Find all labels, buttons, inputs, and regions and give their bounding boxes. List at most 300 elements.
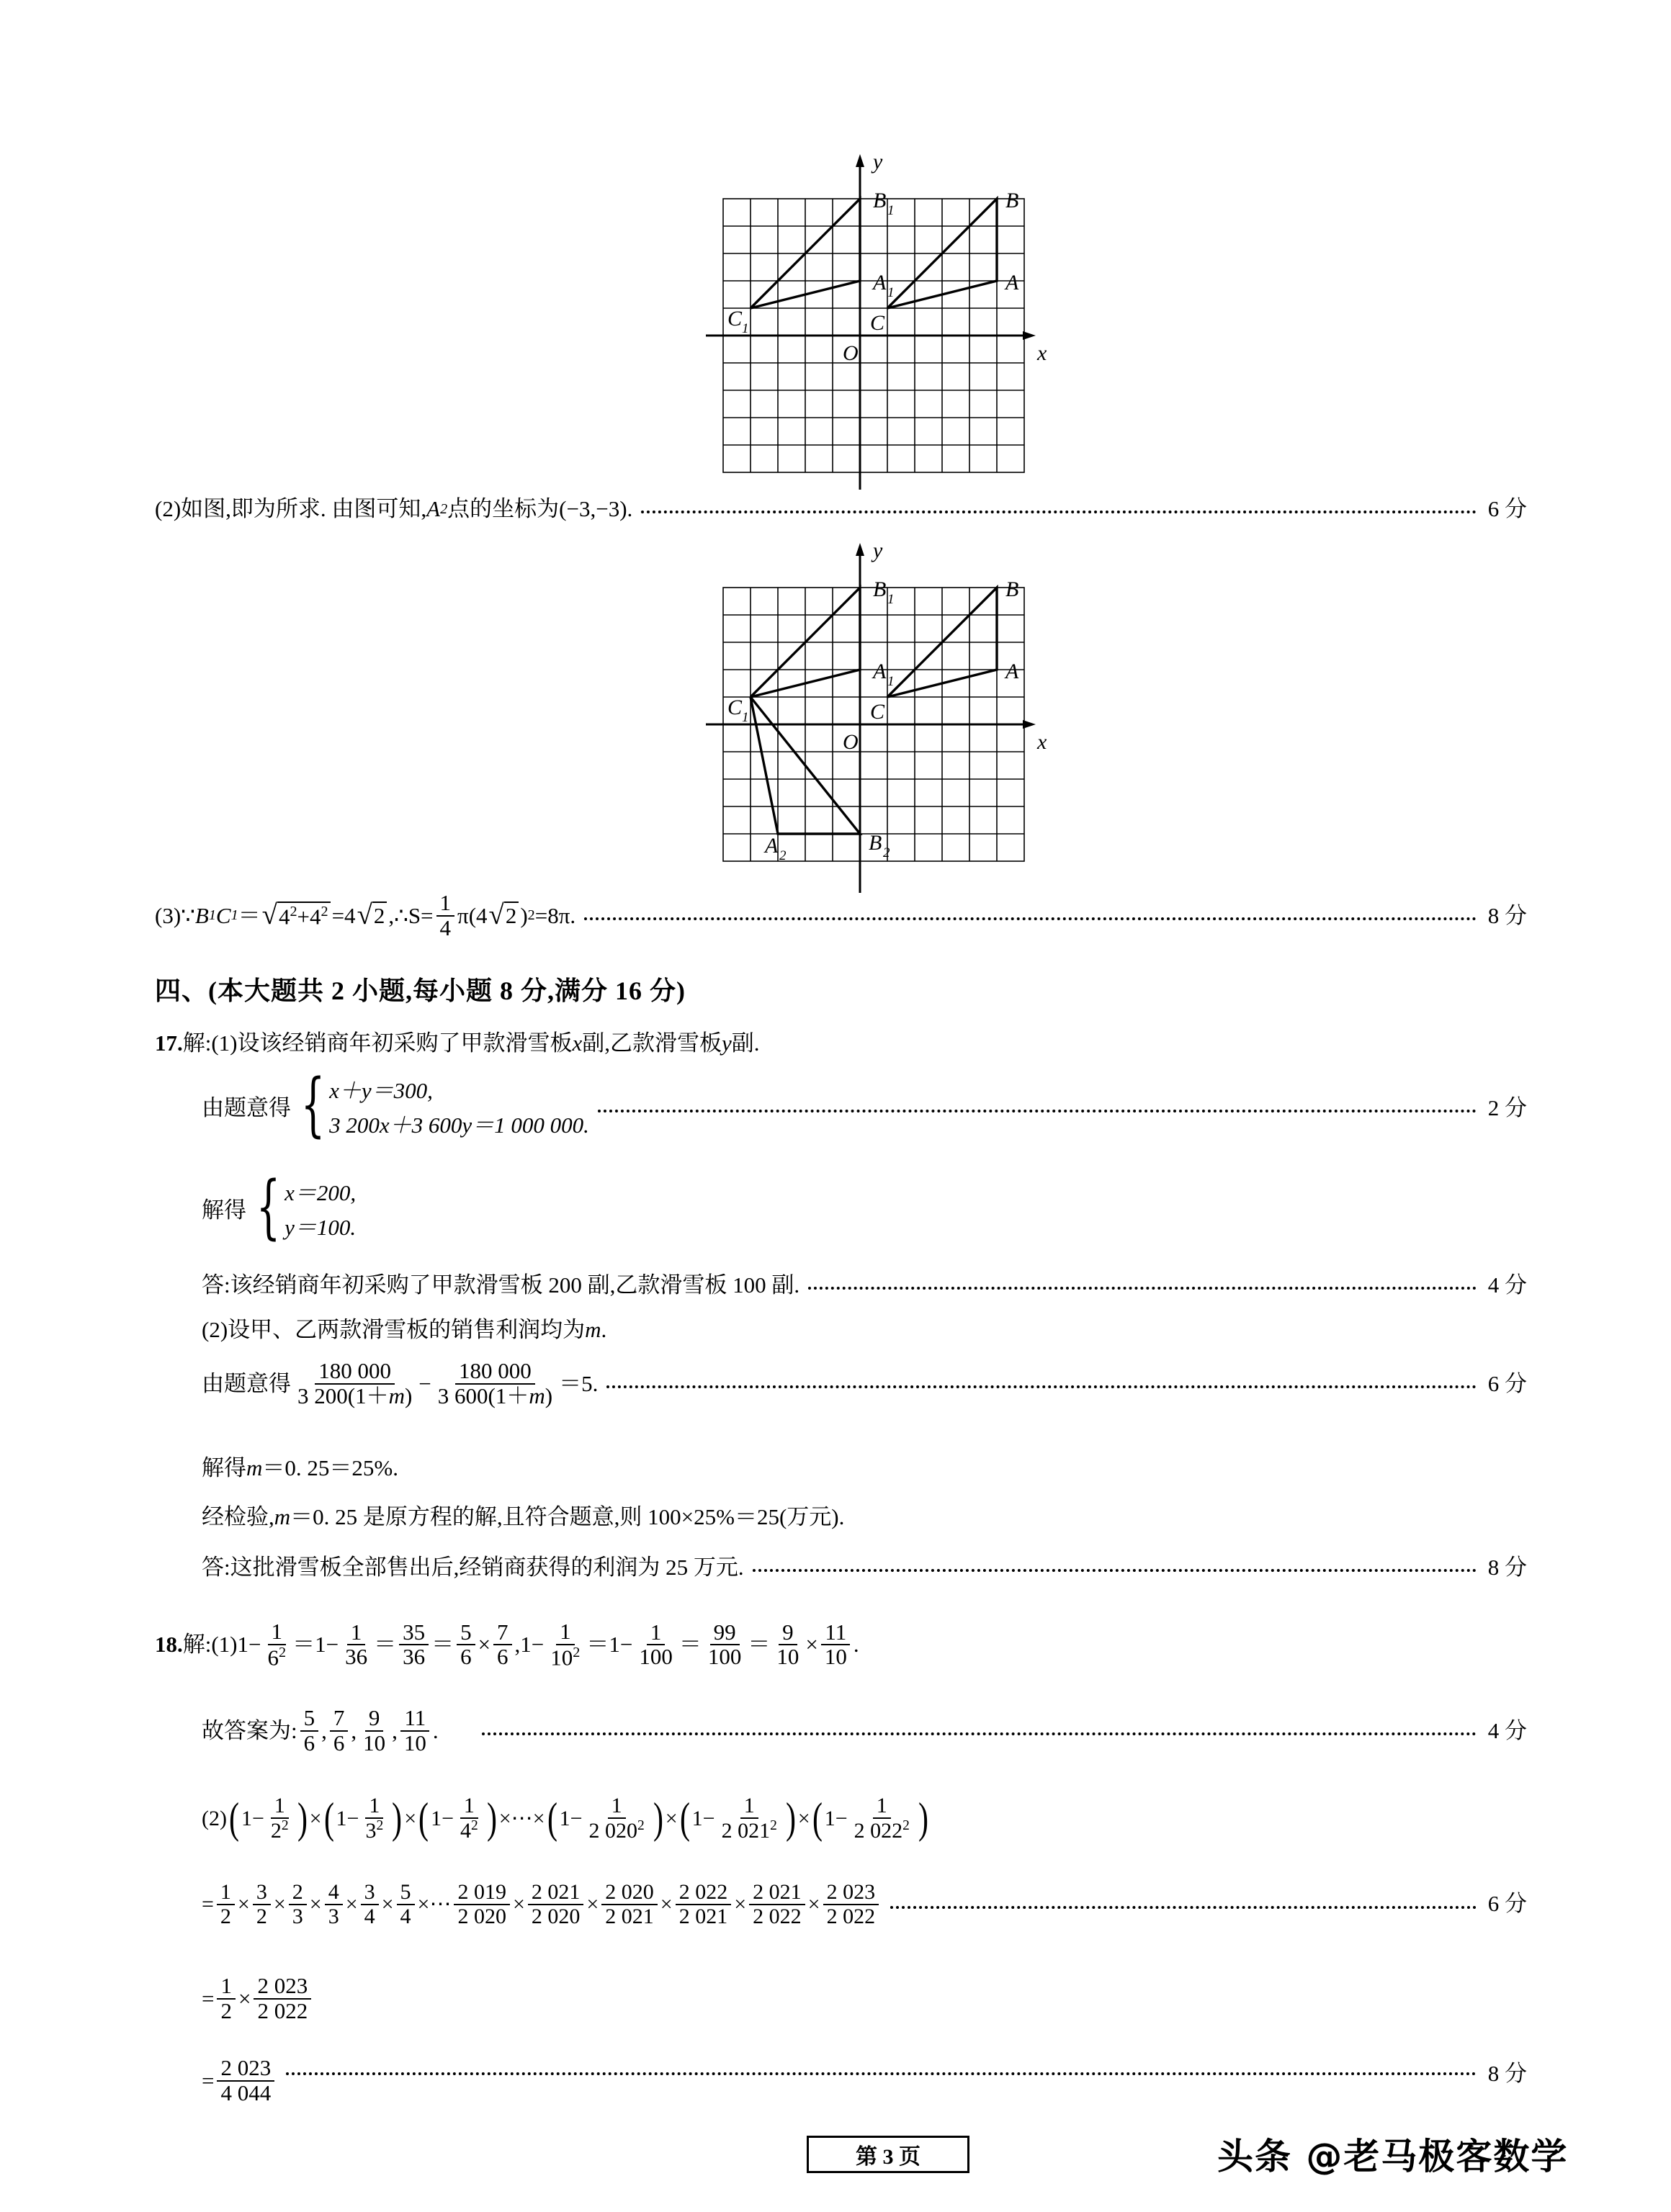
q17-system-2-line (202, 1166, 357, 1247)
fraction-numerator: 1 (436, 891, 455, 917)
q18-line5-score: 8 分 (1487, 2060, 1527, 2086)
q17-eq2-tail: ＝5. (559, 1370, 599, 1396)
chain-a-den-2: 2 (256, 1904, 267, 1928)
q18-ans-fraction-3 (359, 1707, 389, 1755)
q18-fraction-1 (264, 1620, 290, 1669)
q16-label-C1: C (215, 902, 231, 928)
radicand (277, 902, 331, 930)
figure-2-svg (706, 533, 1080, 893)
q17-sys2-row1: x＝200, (285, 1180, 357, 1205)
chain-a-num-2: 3 (253, 1881, 271, 1905)
q18-lead: 解:(1)1− (182, 1632, 261, 1658)
q18-fraction-9 (773, 1621, 802, 1669)
q18-part2-label: (2) (202, 1806, 227, 1830)
product-term-5 (678, 1794, 798, 1842)
chain-a-den-6: 4 (400, 1904, 411, 1928)
leader-dots (890, 1906, 1477, 1909)
q18-ans-fraction-1 (300, 1707, 319, 1755)
chain-times: × (734, 1892, 747, 1916)
chain-a-num-3: 2 (289, 1881, 307, 1905)
q18-fraction-7 (635, 1621, 676, 1669)
right-paren-icon: ) (653, 1794, 663, 1842)
chain-a-num-1: 1 (217, 1881, 235, 1905)
q17-lead-end: 副. (731, 1030, 760, 1056)
q18-f5-num: 7 (493, 1621, 512, 1646)
leader-dots (286, 2072, 1477, 2075)
q16-result1: =4 (331, 902, 356, 928)
label-y-axis: y (873, 150, 883, 174)
one-minus: 1− (241, 1806, 264, 1830)
den-1-post: ) (404, 1382, 413, 1408)
q18-f5-den: 6 (497, 1644, 509, 1670)
label-x-axis: x (1037, 341, 1047, 365)
label-C1: C (727, 696, 743, 719)
fraction-denominator: 4 (439, 914, 452, 940)
q18-fraction-10 (821, 1621, 851, 1669)
q18-f10-num: 11 (821, 1621, 850, 1646)
chain-a-fraction-2 (253, 1881, 271, 1928)
chain-a-fraction-5 (361, 1881, 379, 1928)
chain-times: × (660, 1892, 673, 1916)
term-den-sup-1: 2 (281, 1817, 289, 1833)
radicand-plus: + (297, 904, 310, 930)
chain-times: × (345, 1892, 358, 1916)
q17-part2-lead-end: . (601, 1317, 607, 1342)
svg-text:1: 1 (742, 321, 749, 336)
leader-dots (641, 511, 1476, 513)
chain-b-num-2: 2 021 (528, 1881, 584, 1905)
term-fraction-5 (718, 1794, 781, 1842)
chain-times: × (309, 1892, 322, 1916)
q18-l4f2-num: 2 023 (254, 1974, 311, 2000)
leader-dots (808, 1287, 1477, 1290)
q17-solve-m-line (202, 1456, 398, 1480)
q18-f6-den-sup: 2 (573, 1644, 581, 1660)
q17-lead-mid: 副,乙款滑雪板 (582, 1030, 722, 1056)
q18-f1-den-sup: 2 (279, 1644, 287, 1660)
radical-sign: √ (261, 899, 277, 931)
q16-close-paren: ) (520, 902, 528, 928)
product-term-1 (227, 1794, 310, 1842)
q17-sys2-row2: y＝100. (285, 1215, 357, 1241)
q16-label-B1: B (194, 902, 209, 928)
q18-line5-fraction (217, 2056, 274, 2105)
q18-ansf3-num: 9 (365, 1707, 384, 1732)
q18-f3-den: 36 (403, 1644, 426, 1670)
one-minus: 1− (431, 1806, 454, 1830)
q16-therefore: ,∴S= (388, 902, 434, 928)
q16-part3-prefix: (3)∵ (155, 902, 195, 928)
term-den-5 (718, 1819, 781, 1843)
coordinate-grid-figure-1 (706, 130, 1080, 490)
radicand-2: 2 (372, 902, 387, 930)
term-den-base-2: 3 (365, 1818, 377, 1843)
radicand-a: 4 (278, 904, 290, 930)
den-2-var: m (529, 1382, 545, 1408)
left-brace-icon: { (256, 1166, 281, 1247)
right-paren-icon: ) (297, 1794, 308, 1842)
q17-sys1-row1: x＋y＝300, (329, 1078, 433, 1103)
q17-number: 17. (155, 1030, 183, 1056)
q18-f4-num: 5 (457, 1621, 475, 1646)
q16-part2-point: A (426, 496, 441, 521)
q17-var-x: x (572, 1030, 583, 1056)
q16-final: =8π. (534, 902, 576, 928)
label-C: C (870, 311, 885, 335)
term-fraction-2 (362, 1794, 387, 1842)
product-term-2 (322, 1794, 405, 1842)
q18-part2-product-line (202, 1794, 931, 1842)
product-times: × (797, 1806, 810, 1830)
q18-ans-comma-2: , (351, 1717, 357, 1743)
radicand-3: 2 (504, 902, 519, 930)
term-den-sup-3: 2 (471, 1817, 478, 1833)
equals-1: ＝ (238, 902, 261, 928)
q18-ans-fraction-2 (330, 1707, 349, 1755)
product-times: × (309, 1806, 322, 1830)
right-paren-icon: ) (785, 1794, 796, 1842)
chain-b-num-3: 2 020 (601, 1881, 658, 1905)
section-4-heading: 四、(本大题共 2 小题,每小题 8 分,满分 16 分) (155, 976, 686, 1005)
product-term-4 (545, 1794, 666, 1842)
q18-f6-num: 1 (556, 1620, 575, 1645)
q17-check-post: ＝0. 25 是原方程的解,且符合题意,则 100×25%＝25(万元). (290, 1504, 845, 1529)
chain-times: × (381, 1892, 394, 1916)
term-num-6: 1 (873, 1794, 891, 1819)
chain-b-num-1: 2 019 (454, 1881, 510, 1905)
q18-ansf3-den: 10 (363, 1730, 386, 1755)
q18-f1-num: 1 (268, 1620, 287, 1645)
chain-b-fraction-5 (749, 1881, 805, 1928)
chain-a-num-6: 5 (397, 1881, 415, 1905)
radicand-a-sup: 2 (290, 904, 297, 920)
den-2-pre: 3 600(1＋ (437, 1382, 529, 1408)
product-times: × (498, 1806, 511, 1830)
q18-times-2: × (805, 1632, 818, 1658)
q17-lead-text: 解:(1)设该经销商年初采购了甲款滑雪板 (182, 1030, 573, 1056)
right-paren-icon: ) (918, 1794, 928, 1842)
chain-times: × (237, 1892, 250, 1916)
radical-sign-3: √ (488, 899, 504, 931)
label-A1: A (873, 271, 887, 295)
chain-b-fraction-2 (528, 1881, 584, 1928)
q18-ansf4-den: 10 (403, 1730, 426, 1755)
label-B: B (1005, 577, 1019, 601)
q18-eq-f: ＝ (748, 1632, 771, 1658)
system-of-equations-2 (246, 1166, 357, 1247)
chain-a-den-3: 3 (292, 1904, 303, 1928)
chain-b-fraction-3 (601, 1881, 658, 1928)
term-num-1: 1 (271, 1794, 289, 1819)
chain-times: × (273, 1892, 286, 1916)
svg-text:1: 1 (887, 203, 895, 218)
q18-fraction-5 (493, 1621, 512, 1669)
q18-l5f-den: 4 044 (220, 2080, 272, 2105)
sqrt-3 (488, 899, 519, 931)
watermark-text: 头条 @老马极客数学 (1217, 2136, 1569, 2177)
chain-b-den-6: 2 022 (826, 1904, 876, 1928)
q18-f1-den-base: 6 (267, 1644, 279, 1670)
q16-part2-point-sub: 2 (440, 500, 448, 517)
q17-check-var: m (274, 1504, 291, 1529)
q16-part2-text: (2)如图,即为所求. 由图可知, (155, 496, 427, 521)
left-brace-icon: { (300, 1064, 326, 1145)
product-term-6 (810, 1794, 931, 1842)
q18-f4-den: 6 (460, 1644, 472, 1670)
q18-line4 (202, 1974, 314, 2023)
chain-b-den-2: 2 020 (531, 1904, 581, 1928)
label-x-axis: x (1037, 730, 1047, 754)
one-minus: 1− (559, 1806, 583, 1830)
left-paren-icon: ( (323, 1794, 334, 1842)
q18-line4-times: × (238, 1985, 251, 2011)
left-paren-icon: ( (228, 1794, 239, 1842)
q18-line5-eq: = (202, 2067, 215, 2093)
one-minus: 1− (824, 1806, 848, 1830)
svg-text:1: 1 (742, 710, 749, 725)
chain-a-num-4: 4 (325, 1881, 343, 1905)
chain-a-fraction-1 (217, 1881, 235, 1928)
q18-expanded-line (202, 1881, 1527, 1928)
q17-check-line (202, 1505, 844, 1529)
q17-eq2-score: 6 分 (1487, 1370, 1527, 1396)
q16-close-sup: 2 (527, 907, 535, 924)
q17-part2-var: m (585, 1317, 601, 1342)
q16-part2-line (155, 497, 1527, 521)
q17-answer-1-score: 4 分 (1487, 1272, 1527, 1298)
chain-a-den-5: 4 (364, 1904, 375, 1928)
q18-fraction-4 (457, 1621, 475, 1669)
q18-eq-b: ＝ (374, 1632, 397, 1658)
q18-f9-den: 10 (776, 1644, 799, 1670)
fraction-quarter (436, 891, 455, 940)
q17-part2-lead: (2)设甲、乙两款滑雪板的销售利润均为 (202, 1317, 586, 1342)
q18-f7-num: 1 (647, 1621, 666, 1646)
q16-part3-score: 8 分 (1487, 902, 1527, 928)
q17-lead-line (155, 1031, 760, 1056)
radicand-b-sup: 2 (321, 904, 328, 920)
q18-ans-period: . (432, 1717, 439, 1743)
q18-product-terms (227, 1794, 931, 1842)
system-of-equations-1 (291, 1064, 589, 1145)
chain-b-fraction-6 (823, 1881, 879, 1928)
q18-l4f1-num: 1 (217, 1974, 236, 2000)
q18-times-1: × (478, 1632, 491, 1658)
chain-a-fraction-6 (397, 1881, 415, 1928)
chain-ellipsis: ⋯ (429, 1892, 452, 1916)
svg-text:1: 1 (887, 592, 895, 607)
q18-f6-den-base: 10 (550, 1644, 573, 1670)
q18-line3-score: 6 分 (1487, 1891, 1527, 1917)
chain-times: × (417, 1892, 430, 1916)
product-times: × (665, 1806, 678, 1830)
chain-times: × (512, 1892, 525, 1916)
q18-eq-c: ＝ (431, 1632, 454, 1658)
q18-l4f1-den: 2 (220, 1997, 232, 2023)
fraction-2-denominator (434, 1382, 556, 1408)
q16-pi-open: π(4 (457, 902, 488, 928)
term-num-5: 1 (740, 1794, 758, 1819)
q18-f8-den: 100 (707, 1644, 742, 1670)
chain-a-den-4: 3 (328, 1904, 339, 1928)
q17-solve-m-val: ＝0. 25＝25%. (262, 1455, 398, 1480)
q18-eq-d: ＝1− (586, 1632, 633, 1658)
term-den-base-1: 2 (270, 1818, 282, 1843)
q18-ansf2-den: 6 (333, 1730, 345, 1755)
q17-answer-2-text: 答:这批滑雪板全部售出后,经销商获得的利润为 25 万元. (202, 1555, 744, 1580)
svg-text:2: 2 (883, 845, 890, 860)
q18-l5f-num: 2 023 (217, 2056, 274, 2082)
q18-f2-den: 36 (345, 1644, 368, 1670)
den-2-post: ) (545, 1382, 553, 1408)
fraction-2 (434, 1359, 556, 1408)
q18-line3-fractions (214, 1881, 882, 1928)
label-B1: B (873, 189, 887, 212)
q17-sys1-score: 2 分 (1487, 1095, 1527, 1121)
chain-b-den-3: 2 021 (605, 1904, 654, 1928)
coordinate-grid-figure-2 (706, 533, 1080, 893)
q17-solve-m-var: m (246, 1455, 263, 1480)
q17-answer-1-line (202, 1273, 1527, 1298)
product-times: × (404, 1806, 417, 1830)
q18-f9-num: 9 (779, 1621, 797, 1646)
radical-sign-2: √ (357, 899, 372, 931)
fraction-1 (294, 1359, 416, 1408)
q17-equation-2-line (202, 1359, 1527, 1408)
page-number-box: 第 3 页 (807, 2136, 969, 2173)
q18-line4-fraction-1 (217, 1974, 236, 2023)
q17-check-pre: 经检验, (202, 1504, 274, 1529)
q18-eq-e: ＝ (678, 1632, 702, 1658)
q18-comma: ,1− (514, 1632, 545, 1658)
den-1-pre: 3 200(1＋ (297, 1382, 389, 1408)
fraction-1-numerator: 180 000 (315, 1359, 395, 1385)
q18-l4f2-den: 2 022 (257, 1997, 308, 2023)
leader-dots (598, 1110, 1477, 1112)
q17-answer-2-line (202, 1555, 1527, 1580)
svg-text:2: 2 (779, 848, 787, 863)
term-num-3: 1 (460, 1794, 478, 1819)
left-paren-icon: ( (812, 1794, 823, 1842)
term-den-base-6: 2 022 (854, 1818, 903, 1843)
q18-line3-eq: = (202, 1892, 214, 1916)
term-num-2: 1 (365, 1794, 383, 1819)
term-den-sup-4: 2 (637, 1817, 645, 1833)
term-den-base-5: 2 021 (721, 1818, 771, 1843)
q18-line4-eq: = (202, 1985, 215, 2011)
one-minus: 1− (336, 1806, 359, 1830)
label-C1: C (727, 307, 743, 331)
leader-dots (482, 1732, 1477, 1735)
q18-fraction-8 (704, 1621, 745, 1669)
term-den-2 (362, 1819, 387, 1843)
label-y-axis: y (873, 539, 883, 562)
term-den-4 (586, 1819, 648, 1843)
label-A: A (1005, 271, 1019, 295)
term-den-1 (267, 1819, 292, 1843)
q18-answer-line (202, 1707, 1527, 1755)
q17-sys1-row2: 3 200x＋3 600y＝1 000 000. (329, 1112, 589, 1138)
svg-text:1: 1 (887, 674, 895, 689)
q18-number: 18. (155, 1632, 183, 1658)
term-fraction-3 (457, 1794, 482, 1842)
q18-period: . (853, 1632, 859, 1658)
q17-answer-2-score: 8 分 (1487, 1555, 1527, 1580)
one-minus: 1− (691, 1806, 715, 1830)
left-paren-icon: ( (418, 1794, 429, 1842)
chain-a-num-5: 3 (361, 1881, 379, 1905)
q17-system-1-line (202, 1064, 1527, 1145)
q18-answer-label: 故答案为: (202, 1717, 297, 1743)
sqrt-2 (357, 899, 387, 931)
product-term-3 (416, 1794, 499, 1842)
term-fraction-1 (267, 1794, 292, 1842)
fraction-1-denominator (294, 1382, 416, 1408)
product-times: × (532, 1806, 545, 1830)
chain-b-num-4: 2 022 (676, 1881, 732, 1905)
q18-f2-num: 1 (347, 1621, 366, 1646)
q18-f1-den (264, 1645, 290, 1670)
term-num-4: 1 (608, 1794, 626, 1819)
q18-answer-score: 4 分 (1487, 1717, 1527, 1743)
q17-solve-label: 解得 (202, 1197, 246, 1223)
leader-dots (753, 1569, 1477, 1572)
term-den-base-3: 4 (460, 1818, 472, 1843)
label-B1: B (873, 577, 887, 601)
chain-a-fraction-3 (289, 1881, 307, 1928)
q17-var-y: y (722, 1030, 732, 1056)
label-B: B (1005, 189, 1019, 212)
right-paren-icon: ) (392, 1794, 403, 1842)
product-ellipsis: ⋯ (511, 1806, 533, 1830)
radicand-b: 4 (310, 904, 321, 930)
q17-eq2-minus: − (418, 1370, 431, 1396)
q18-ansf1-num: 5 (300, 1707, 319, 1732)
term-den-sup-5: 2 (770, 1817, 777, 1833)
label-A1: A (873, 660, 887, 683)
q18-f8-num: 99 (710, 1621, 740, 1646)
q16-part2-tail: 点的坐标为(−3,−3). (447, 496, 633, 521)
q18-f10-den: 10 (824, 1644, 847, 1670)
chain-a-den-1: 2 (220, 1904, 231, 1928)
chain-b-den-4: 2 021 (678, 1904, 728, 1928)
q18-ansf1-den: 6 (303, 1730, 315, 1755)
q17-eq2-label: 由题意得 (202, 1370, 291, 1396)
q16-label-C1-sub: 1 (230, 907, 238, 924)
q18-ansf4-num: 11 (400, 1707, 429, 1732)
q18-eq-a: ＝1− (292, 1632, 339, 1658)
chain-b-den-1: 2 020 (457, 1904, 506, 1928)
q18-fraction-3 (399, 1621, 429, 1669)
term-den-6 (851, 1819, 913, 1843)
chain-times: × (586, 1892, 599, 1916)
chain-b-den-5: 2 022 (753, 1904, 802, 1928)
q18-ans-comma-1: , (321, 1717, 327, 1743)
q18-f6-den (547, 1645, 583, 1670)
svg-text:1: 1 (887, 285, 895, 300)
q18-f3-num: 35 (399, 1621, 429, 1646)
q18-ans-comma-3: , (392, 1717, 398, 1743)
label-C: C (870, 700, 885, 724)
right-paren-icon: ) (486, 1794, 497, 1842)
q17-solve-m-label: 解得 (202, 1455, 246, 1480)
label-O: O (843, 341, 859, 365)
q17-answer-1-text: 答:该经销商年初采购了甲款滑雪板 200 副,乙款滑雪板 100 副. (202, 1272, 800, 1298)
q16-label-B1-sub: 1 (208, 907, 216, 924)
figure-1-svg (706, 130, 1080, 490)
q17-byti-label: 由题意得 (202, 1095, 291, 1121)
chain-b-fraction-4 (676, 1881, 732, 1928)
